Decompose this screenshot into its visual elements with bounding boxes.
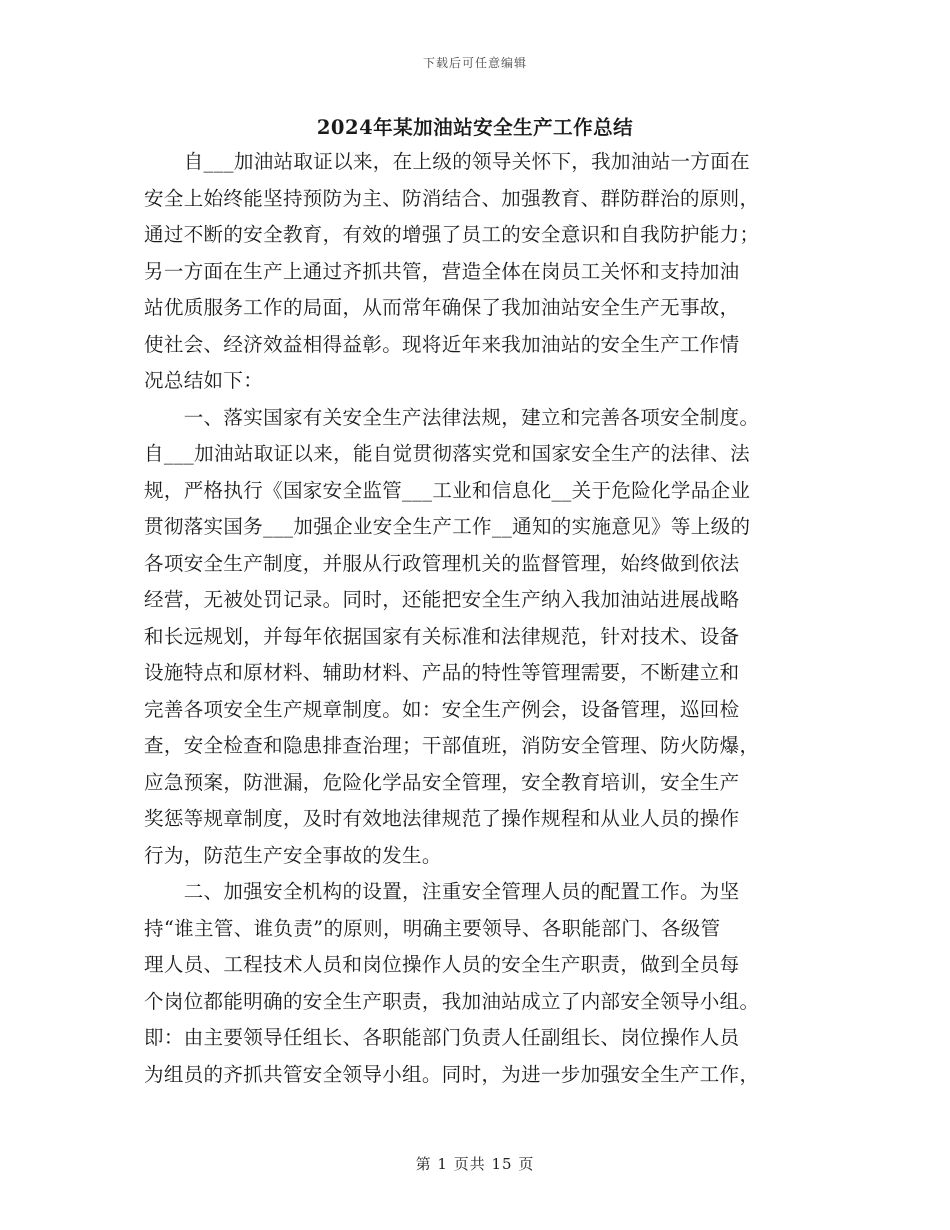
body-line: 设施特点和原材料、辅助材料、产品的特性等管理需要，不断建立和 bbox=[144, 661, 740, 684]
body-line: 经营，无被处罚记录。同时，还能把安全生产纳入我加油站进展战略 bbox=[144, 588, 740, 611]
body-line: 自___加油站取证以来，在上级的领导关怀下，我加油站一方面在 bbox=[144, 150, 750, 173]
body-line: 持“谁主管、谁负责”的原则，明确主要领导、各职能部门、各级管 bbox=[144, 916, 721, 940]
header-note: 下载后可任意编辑 bbox=[422, 56, 527, 70]
body-line: 完善各项安全生产规章制度。如：安全生产例会，设备管理，巡回检 bbox=[144, 697, 740, 721]
body-line: 贯彻落实国务___加强企业安全生产工作__通知的实施意见》等上级的 bbox=[144, 515, 751, 538]
body-line: 应急预案，防泄漏，危险化学品安全管理，安全教育培训，安全生产 bbox=[144, 770, 740, 794]
body-line: 和长远规划，并每年依据国家有关标准和法律规范，针对技术、设备 bbox=[144, 624, 740, 648]
body-line: 自___加油站取证以来，能自觉贯彻落实党和国家安全生产的法律、法 bbox=[144, 442, 750, 465]
body-line: 查，安全检查和隐患排查治理；干部值班，消防安全管理、防火防爆， bbox=[144, 734, 760, 757]
body-line: 行为，防范生产安全事故的发生。 bbox=[144, 843, 442, 867]
body-line: 奖惩等规章制度，及时有效地法律规范了操作规程和从业人员的操作 bbox=[144, 807, 740, 830]
body-line: 规，严格执行《国家安全监管___工业和信息化__关于危险化学品企业 bbox=[144, 478, 751, 502]
body-line: 另一方面在生产上通过齐抓共管，营造全体在岗员工关怀和支持加油 bbox=[144, 259, 740, 283]
body-line: 为组员的齐抓共管安全领导小组。同时，为进一步加强安全生产工作， bbox=[144, 1062, 760, 1086]
body-line: 使社会、经济效益相得益彰。现将近年来我加油站的安全生产工作情 bbox=[144, 332, 740, 356]
body-line: 况总结如下： bbox=[144, 369, 264, 392]
body-line: 各项安全生产制度，并服从行政管理机关的监督管理，始终做到依法 bbox=[144, 551, 740, 575]
body-line: 站优质服务工作的局面，从而常年确保了我加油站安全生产无事故， bbox=[144, 296, 740, 319]
body-line: 二、加强安全机构的设置，注重安全管理人员的配置工作。为坚 bbox=[144, 880, 740, 903]
body-line: 即：由主要领导任组长、各职能部门负责人任副组长、岗位操作人员 bbox=[144, 1026, 740, 1049]
body-line: 通过不断的安全教育，有效的增强了员工的安全意识和自我防护能力； bbox=[144, 223, 760, 246]
page-number: 第 1 页共 15 页 bbox=[415, 1155, 535, 1173]
body-line: 一、落实国家有关安全生产法律法规，建立和完善各项安全制度。 bbox=[144, 405, 760, 429]
document-body bbox=[144, 144, 824, 1093]
body-line: 安全上始终能坚持预防为主、防消结合、加强教育、群防群治的原则， bbox=[144, 186, 760, 210]
body-line: 个岗位都能明确的安全生产职责，我加油站成立了内部安全领导小组。 bbox=[144, 989, 760, 1013]
body-line: 理人员、工程技术人员和岗位操作人员的安全生产职责，做到全员每 bbox=[144, 953, 740, 976]
document-title: 2024年某加油站安全生产工作总结 bbox=[316, 116, 634, 139]
